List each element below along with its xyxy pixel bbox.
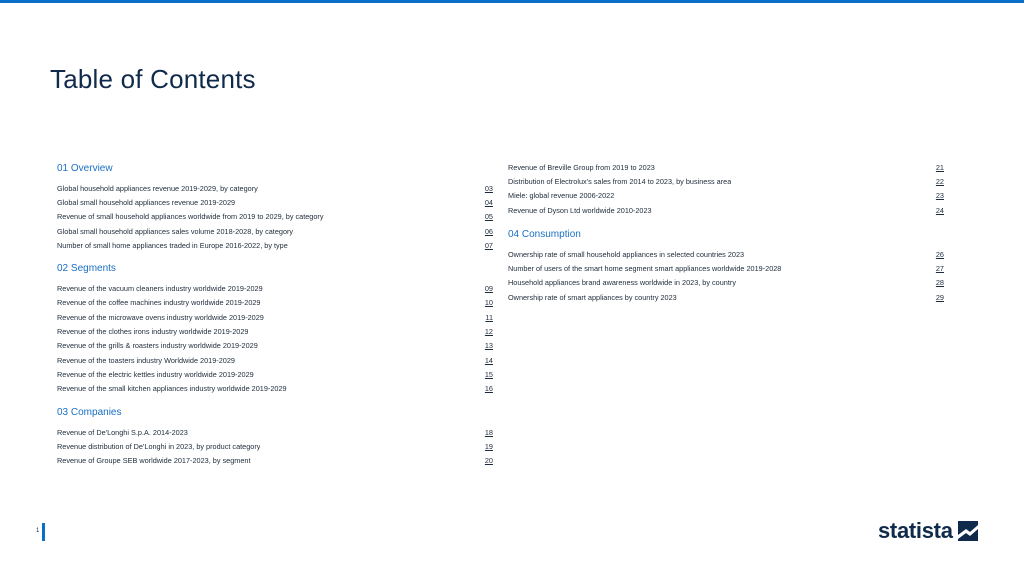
section-heading: 03 Companies bbox=[57, 406, 122, 418]
toc-entry-label: Global household appliances revenue 2019-2029, by category bbox=[57, 183, 258, 193]
toc-entry-label: Revenue of De'Longhi S.p.A. 2014-2023 bbox=[57, 427, 188, 437]
toc-entry-label: Revenue of Dyson Ltd worldwide 2010-2023 bbox=[508, 205, 652, 215]
toc-entry-label: Ownership rate of small household appliances in selected countries 2023 bbox=[508, 249, 745, 259]
toc-entry[interactable] bbox=[57, 453, 493, 467]
section-heading: 01 Overview bbox=[57, 163, 113, 174]
toc-entry[interactable] bbox=[57, 281, 493, 295]
toc-entry[interactable] bbox=[57, 296, 493, 310]
toc-entry[interactable] bbox=[57, 425, 493, 439]
toc-page-link[interactable]: 20 bbox=[484, 456, 493, 466]
toc-page-link[interactable]: 29 bbox=[935, 292, 944, 302]
toc-page-link[interactable]: 12 bbox=[484, 327, 493, 337]
toc-entry-label: Revenue distribution of De'Longhi in 2023, by product category bbox=[57, 441, 261, 451]
toc-entry-label: Ownership rate of smart appliances by country 2023 bbox=[508, 292, 677, 302]
toc-entry[interactable] bbox=[508, 261, 944, 275]
page-number: 1 bbox=[36, 528, 40, 534]
toc-entry[interactable] bbox=[57, 210, 493, 224]
toc-page-link[interactable]: 06 bbox=[484, 226, 493, 236]
toc-page-link[interactable]: 14 bbox=[484, 355, 493, 365]
toc-page-link[interactable]: 16 bbox=[484, 384, 493, 394]
top-accent-bar bbox=[0, 0, 1024, 3]
toc-left-column bbox=[57, 161, 493, 468]
toc-page-link[interactable]: 23 bbox=[935, 191, 944, 201]
toc-entry-label: Distribution of Electrolux's sales from 2014 to 2023, by business area bbox=[508, 176, 732, 186]
toc-page-link[interactable]: 19 bbox=[484, 441, 493, 451]
toc-page-link[interactable]: 07 bbox=[484, 240, 493, 250]
toc-entry[interactable] bbox=[57, 310, 493, 324]
toc-entry-label: Revenue of the small kitchen appliances industry worldwide 2019-2029 bbox=[57, 384, 287, 394]
toc-entry[interactable] bbox=[57, 367, 493, 381]
toc-page-link[interactable]: 04 bbox=[484, 197, 493, 207]
section-heading: 04 Consumption bbox=[508, 229, 581, 241]
toc-entry-label: Revenue of the vacuum cleaners industry worldwide 2019-2029 bbox=[57, 284, 263, 294]
toc-right-column bbox=[508, 160, 944, 304]
toc-entry-label: Revenue of the coffee machines industry worldwide 2019-2029 bbox=[57, 298, 261, 308]
section-heading: 02 Segments bbox=[57, 263, 116, 275]
toc-entry-label: Revenue of Breville Group from 2019 to 2023 bbox=[508, 162, 655, 172]
toc-entry-label: Global small household appliances sales volume 2018-2028, by category bbox=[57, 226, 294, 236]
toc-entry[interactable] bbox=[57, 224, 493, 238]
toc-page-link[interactable]: 03 bbox=[484, 183, 493, 193]
statista-logo bbox=[878, 518, 978, 544]
toc-page-link[interactable]: 21 bbox=[935, 162, 944, 172]
toc-page-link[interactable]: 24 bbox=[935, 205, 944, 215]
toc-page-link[interactable]: 05 bbox=[484, 212, 493, 222]
toc-entry-label: Household appliances brand awareness worldwide in 2023, by country bbox=[508, 278, 736, 288]
toc-entry[interactable] bbox=[57, 195, 493, 209]
toc-entry[interactable] bbox=[508, 247, 944, 261]
toc-entry[interactable] bbox=[508, 189, 944, 203]
toc-page-link[interactable]: 28 bbox=[935, 278, 944, 288]
toc-entry-label: Number of small home appliances traded in Europe 2016-2022, by type bbox=[57, 240, 288, 250]
toc-entry-label: Miele: global revenue 2006-2022 bbox=[508, 191, 615, 201]
toc-entry[interactable] bbox=[57, 238, 493, 252]
toc-page-link[interactable]: 22 bbox=[935, 176, 944, 186]
page-title: Table of Contents bbox=[50, 64, 256, 94]
toc-entry-label: Number of users of the smart home segment smart appliances worldwide 2019-2028 bbox=[508, 264, 782, 274]
toc-page-link[interactable]: 27 bbox=[935, 264, 944, 274]
toc-entry[interactable] bbox=[508, 174, 944, 188]
toc-entry-label: Revenue of Groupe SEB worldwide 2017-2023, by segment bbox=[57, 456, 251, 466]
toc-entry[interactable] bbox=[57, 339, 493, 353]
toc-entry[interactable] bbox=[57, 353, 493, 367]
toc-entry-label: Revenue of small household appliances worldwide from 2019 to 2029, by category bbox=[57, 212, 324, 222]
footer-accent-bar bbox=[42, 523, 45, 541]
toc-entry[interactable] bbox=[508, 160, 944, 174]
toc-page-link[interactable]: 13 bbox=[484, 341, 493, 351]
toc-page-link[interactable]: 11 bbox=[485, 312, 493, 322]
toc-entry[interactable] bbox=[57, 439, 493, 453]
toc-entry[interactable] bbox=[508, 203, 944, 217]
toc-page-link[interactable]: 15 bbox=[484, 369, 493, 379]
brand-name: statista bbox=[878, 518, 953, 543]
toc-entry[interactable] bbox=[508, 276, 944, 290]
toc-entry[interactable] bbox=[57, 324, 493, 338]
toc-entry-label: Revenue of the microwave ovens industry worldwide 2019-2029 bbox=[57, 312, 264, 322]
toc-entry[interactable] bbox=[508, 290, 944, 304]
toc-entry[interactable] bbox=[57, 181, 493, 195]
statista-logo-icon bbox=[958, 521, 978, 541]
toc-page-link[interactable]: 09 bbox=[484, 284, 493, 294]
toc-page-link[interactable]: 18 bbox=[484, 427, 493, 437]
toc-entry-label: Revenue of the toasters industry Worldwide 2019-2029 bbox=[57, 355, 235, 365]
toc-entry-label: Revenue of the electric kettles industry worldwide 2019-2029 bbox=[57, 369, 254, 379]
toc-entry-label: Revenue of the clothes irons industry worldwide 2019-2029 bbox=[57, 327, 249, 337]
toc-entry-label: Revenue of the grills & roasters industry worldwide 2019-2029 bbox=[57, 341, 258, 351]
toc-page-link[interactable]: 10 bbox=[484, 298, 493, 308]
toc-entry[interactable] bbox=[57, 382, 493, 396]
toc-page-link[interactable]: 26 bbox=[935, 249, 944, 259]
toc-entry-label: Global small household appliances revenue 2019-2029 bbox=[57, 197, 236, 207]
